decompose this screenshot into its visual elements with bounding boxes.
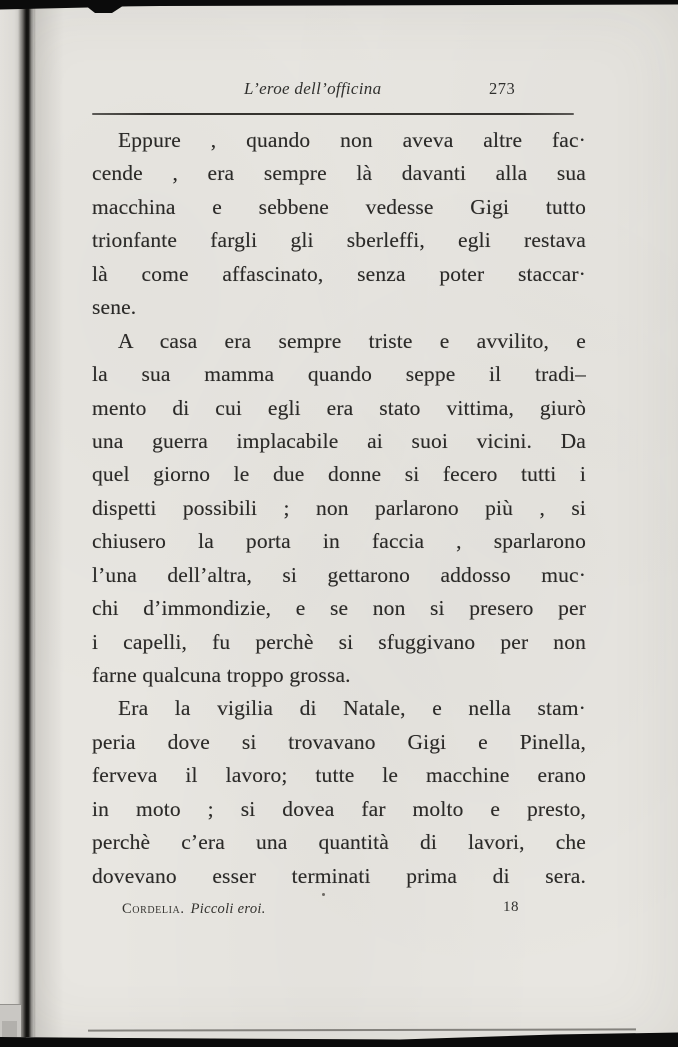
footer-imprint <box>122 901 266 918</box>
text-line: macchina e sebbene vedesse Gigi tutto <box>92 194 586 219</box>
text-line: perchè c’era una quantità di lavori, che <box>92 830 586 855</box>
text-line: chiusero la porta in faccia , sparlarono <box>92 529 586 554</box>
text-line: sene. <box>92 295 137 320</box>
text-line: Eppure , quando non aveva altre fac· <box>118 128 586 152</box>
gutter-soft-shadow <box>34 0 64 1047</box>
imprint-title: Piccoli eroi. <box>190 901 266 917</box>
text-line: la sua mamma quando seppe il tradi– <box>92 362 586 387</box>
text-line: una guerra implacabile ai suoi vicini. Da <box>92 428 586 453</box>
bottom-left-page-corner-inner <box>2 1021 17 1037</box>
scan-speck <box>322 893 325 896</box>
text-line: là come affascinato, senza poter staccar· <box>92 261 586 286</box>
text-line: mento di cui egli era stato vittima, giurò <box>92 395 586 420</box>
text-line: quel giorno le due donne si fecero tutti i <box>92 462 586 487</box>
text-line: ferveva il lavoro; tutte le macchine erano <box>92 763 586 788</box>
text-line: i capelli, fu perchè si sfuggivano per non <box>92 629 586 654</box>
running-title: L’eroe dell’officina <box>244 79 382 98</box>
text-line: l’una dell’altra, si gettarono addosso muc· <box>92 562 586 587</box>
text-line: dispetti possibili ; non parlarono più , si <box>92 495 586 520</box>
page-number: 273 <box>489 79 516 98</box>
text-line: peria dove si trovavano Gigi e Pinella, <box>92 729 586 754</box>
text-line: cende , era sempre là davanti alla sua <box>92 161 586 186</box>
body-text <box>92 124 586 893</box>
header-rule <box>92 113 574 115</box>
text-line: chi d’immondizie, e se non si presero per <box>92 596 586 621</box>
text-line: A casa era sempre triste e avvilito, e <box>118 328 586 353</box>
text-line: trionfante fargli gli sberleffi, egli restava <box>92 228 586 253</box>
imprint-author: Cordelia. <box>122 901 185 917</box>
text-line: in moto ; si dovea far molto e presto, <box>92 796 586 821</box>
text-line: dovevano esser terminati prima di sera. <box>92 863 586 888</box>
text-line: Era la vigilia di Natale, e nella stam· <box>118 696 586 721</box>
text-line: farne qualcuna troppo grossa. <box>92 663 351 687</box>
signature-number: 18 <box>503 899 519 915</box>
